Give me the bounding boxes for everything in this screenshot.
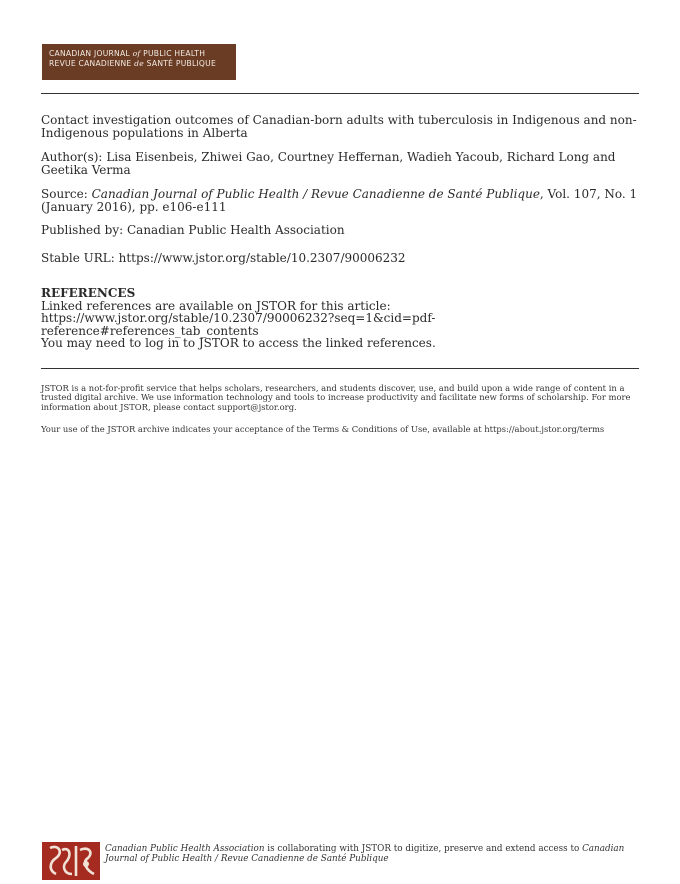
article-authors	[41, 151, 639, 176]
logo-text: SANTÉ PUBLIQUE	[146, 59, 217, 68]
references-link[interactable]	[41, 312, 639, 337]
footer-journal: Canadian Journal of Public Health / Revue Canadienne de Santé Publique	[105, 844, 625, 864]
references-section	[41, 287, 639, 350]
article-source	[41, 188, 639, 213]
article-title: Contact investigation outcomes of Canadian-born adults with tuberculosis in Indigenous and non-Indigenous populations in Alberta	[41, 113, 637, 140]
source-details: , Vol. 107, No. 1 (January 2016), pp. e106-e111	[41, 187, 638, 214]
footer-text: is collaborating with JSTOR to digitize, preserve and extend access to	[264, 844, 583, 854]
journal-logo	[42, 44, 236, 80]
jstor-notice: JSTOR is a not-for-profit service that helps scholars, researchers, and students discover, use, and build upon a wide range of content in a trusted digital archive. We use information technology and tools to increase productivity and facilitate new forms of scholarship. For more information about JSTOR, please contact support@jstor.org.	[41, 383, 631, 412]
references-link-line[interactable]: https://www.jstor.org/stable/10.2307/90006232?seq=1&cid=pdf-	[41, 311, 436, 325]
references-link-line[interactable]: reference#references_tab_contents	[41, 323, 259, 338]
logo-text: de	[134, 59, 144, 68]
logo-line-1	[49, 49, 236, 59]
footer-collaboration-note	[105, 845, 625, 864]
article-publisher	[41, 224, 639, 237]
stable-url	[41, 252, 639, 265]
logo-text: CANADIAN JOURNAL	[49, 49, 130, 58]
source-label: Source:	[41, 187, 88, 201]
divider	[41, 368, 639, 369]
publisher-value: Canadian Public Health Association	[126, 223, 345, 237]
publisher-label: Published by:	[41, 223, 124, 237]
references-login-note: You may need to log in to JSTOR to access the linked references.	[41, 336, 436, 350]
footer-org: Canadian Public Health Association	[105, 844, 265, 854]
divider	[41, 93, 639, 94]
logo-text: REVUE CANADIENNE	[49, 59, 132, 68]
references-heading: REFERENCES	[41, 286, 136, 300]
seal-graphic	[42, 842, 100, 880]
source-journal: Canadian Journal of Public Health / Revue Canadienne de Santé Publique	[91, 187, 540, 201]
authors-value: Lisa Eisenbeis, Zhiwei Gao, Courtney Heffernan, Wadieh Yacoub, Richard Long and Geetika Verma	[41, 150, 616, 177]
stable-url-label: Stable URL:	[41, 251, 115, 265]
logo-text: PUBLIC HEALTH	[143, 49, 206, 58]
stable-url-link[interactable]: https://www.jstor.org/stable/10.2307/90006232	[118, 251, 406, 265]
references-text: Linked references are available on JSTOR for this article:	[41, 298, 391, 313]
terms-notice: Your use of the JSTOR archive indicates your acceptance of the Terms & Conditions of Use, available at https://about.jstor.org/terms	[41, 424, 605, 434]
logo-line-2	[49, 59, 236, 69]
publisher-seal-icon	[42, 842, 100, 880]
logo-text: of	[132, 49, 141, 58]
authors-label: Author(s):	[41, 150, 103, 164]
